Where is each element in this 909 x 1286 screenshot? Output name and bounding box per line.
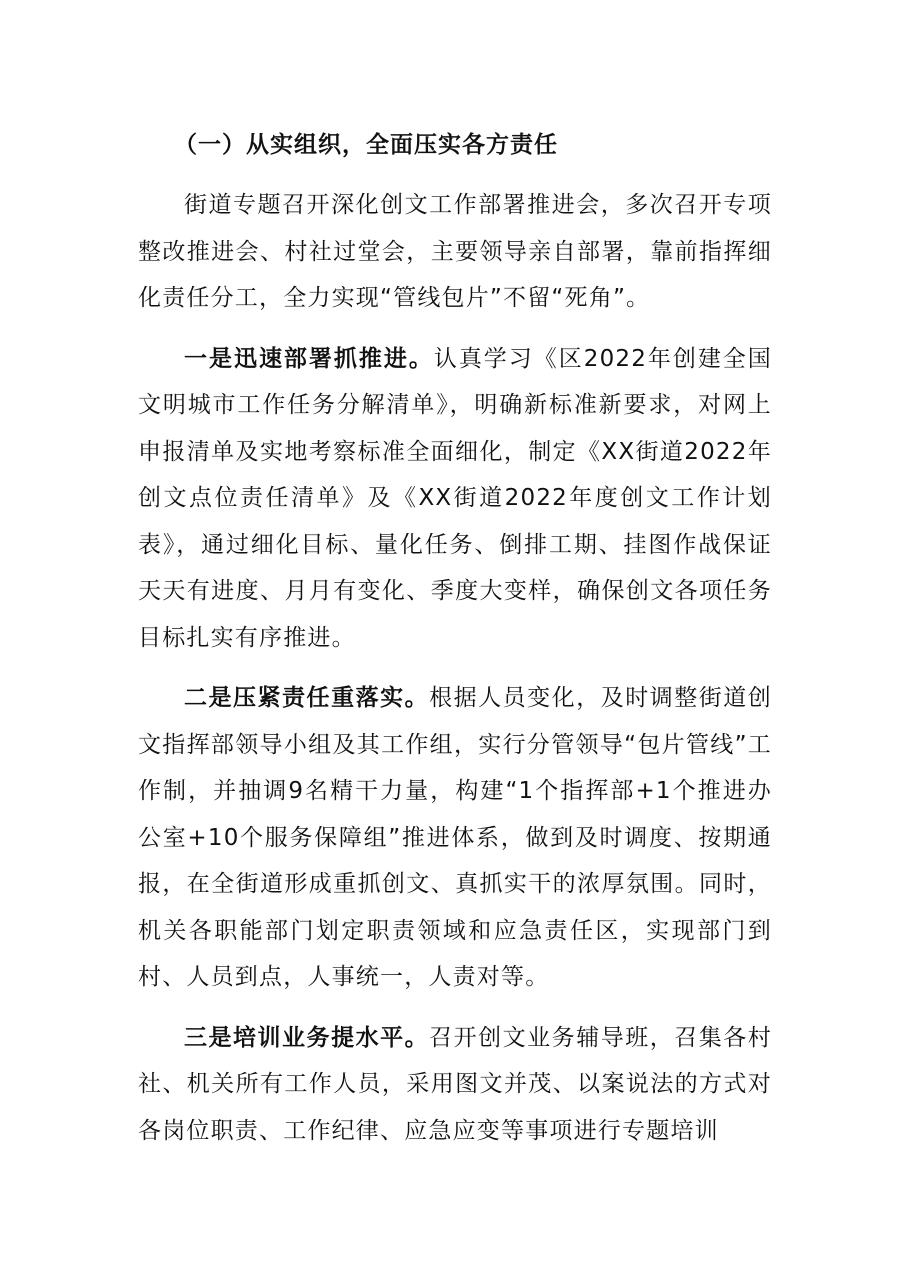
point-text-2: 根据人员变化，及时调整街道创文指挥部领导小组及其工作组，实行分管领导“包片管线”工作制，并抽调9名精干力量，构建“1个指挥部+1个推进办公室+10个服务保障组”推进体系，做到及时调度、按期通报，在全街道形成重抓创文、真抓实干的浓厚氛围。同时，机关各职能部门划定职责领域和应急责任区，实现部门到村、人员到点，人事统一，人责对等。 xyxy=(138,685,772,990)
section-heading: （一）从实组织，全面压实各方责任 xyxy=(174,132,558,158)
point-text-1: 认真学习《区2022年创建全国文明城市工作任务分解清单》，明确新标准新要求，对网上申报清单及实地考察标准全面细化，制定《XX街道2022年创文点位责任清单》及《XX街道2022年度创文工作计划表》，通过细化目标、量化任务、倒排工期、挂图作战保证天天有进度、月月有变化、季度大变样，确保创文各项任务目标扎实有序推进。 xyxy=(138,345,772,651)
point-lead-1: 一是迅速部署抓推进。 xyxy=(184,345,434,372)
point-paragraph-2 xyxy=(138,675,772,1001)
point-paragraph-1 xyxy=(138,336,772,662)
point-lead-3: 三是培训业务提水平。 xyxy=(184,1024,430,1051)
document-body xyxy=(138,122,772,1168)
intro-paragraph: 街道专题召开深化创文工作部署推进会，多次召开专项整改推进会、村社过堂会，主要领导亲自部署，靠前指挥细化责任分工，全力实现“管线包片”不留“死角”。 xyxy=(138,192,772,311)
point-text-3: 召开创文业务辅导班，召集各村社、机关所有工作人员，采用图文并茂、以案说法的方式对各岗位职责、工作纪律、应急应变等事项进行专题培训 xyxy=(138,1024,772,1144)
point-paragraph-3 xyxy=(138,1015,772,1155)
point-lead-2: 二是压紧责任重落实。 xyxy=(184,685,430,711)
